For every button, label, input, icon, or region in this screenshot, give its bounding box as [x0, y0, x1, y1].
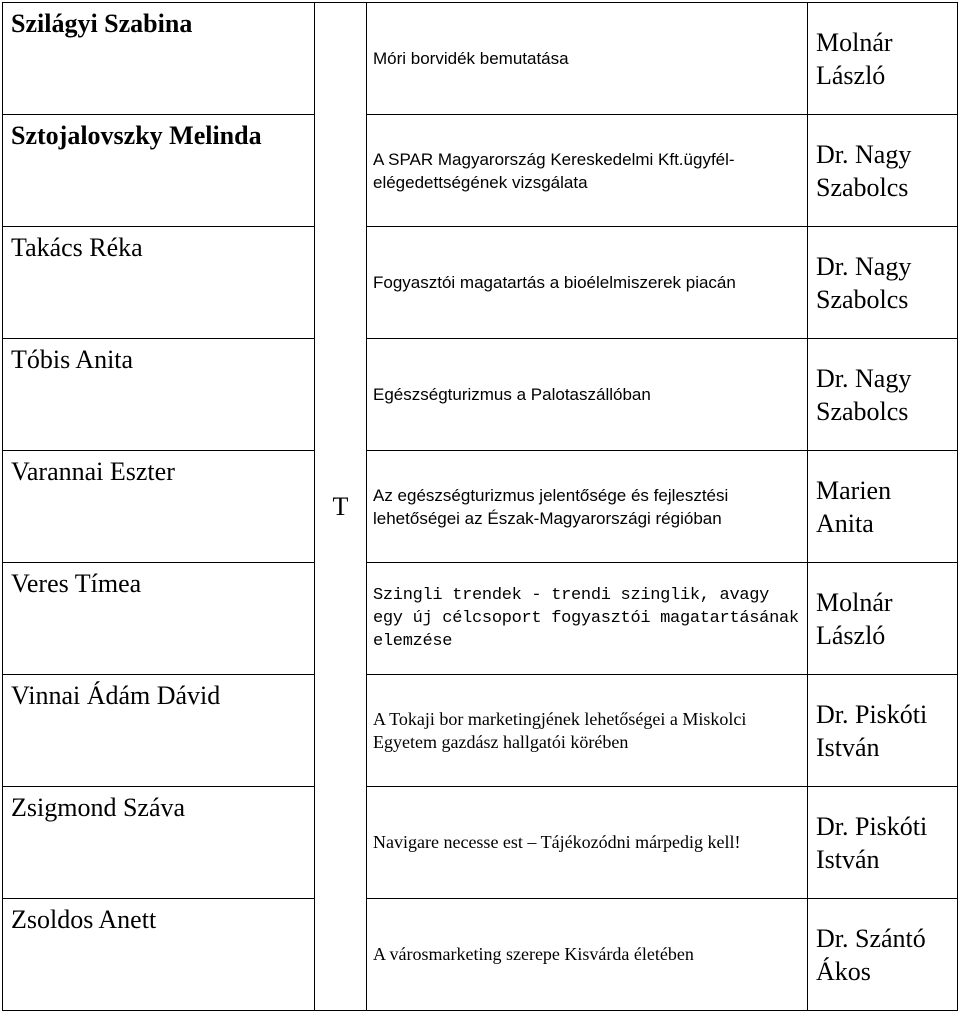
thesis-title: A SPAR Magyarország Kereskedelmi Kft.ügyfél-elégedettségének vizsgálata — [367, 115, 808, 227]
thesis-title: Móri borvidék bemutatása — [367, 3, 808, 115]
thesis-title: Fogyasztói magatartás a bioélelmiszerek piacán — [367, 227, 808, 339]
supervisor-name: Marien Anita — [808, 451, 958, 563]
student-name: Varannai Eszter — [3, 451, 315, 563]
table-row — [3, 563, 958, 675]
student-name: Takács Réka — [3, 227, 315, 339]
student-name: Sztojalovszky Melinda — [3, 115, 315, 227]
table-row — [3, 899, 958, 1011]
thesis-title: Navigare necesse est – Tájékozódni márpedig kell! — [367, 787, 808, 899]
supervisor-name: Dr. Piskóti István — [808, 675, 958, 787]
supervisor-name: Dr. Piskóti István — [808, 787, 958, 899]
supervisor-name: Dr. Nagy Szabolcs — [808, 227, 958, 339]
thesis-title: Szingli trendek - trendi szinglik, avagy egy új célcsoport fogyasztói magatartásának elemzése — [367, 563, 808, 675]
table-row — [3, 451, 958, 563]
supervisor-name: Dr. Nagy Szabolcs — [808, 115, 958, 227]
student-name: Zsigmond Száva — [3, 787, 315, 899]
student-name: Zsoldos Anett — [3, 899, 315, 1011]
supervisor-name: Dr. Nagy Szabolcs — [808, 339, 958, 451]
table-row — [3, 115, 958, 227]
thesis-title: Egészségturizmus a Palotaszállóban — [367, 339, 808, 451]
supervisor-name: Molnár László — [808, 563, 958, 675]
student-name: Veres Tímea — [3, 563, 315, 675]
thesis-table — [2, 2, 958, 1011]
table-row — [3, 3, 958, 115]
table-row — [3, 339, 958, 451]
thesis-title: A Tokaji bor marketingjének lehetőségei a Miskolci Egyetem gazdász hallgatói körében — [367, 675, 808, 787]
student-name: Szilágyi Szabina — [3, 3, 315, 115]
thesis-title: Az egészségturizmus jelentősége és fejlesztési lehetőségei az Észak-Magyarországi régióban — [367, 451, 808, 563]
table-row — [3, 675, 958, 787]
student-name: Vinnai Ádám Dávid — [3, 675, 315, 787]
table-row — [3, 787, 958, 899]
table-row — [3, 227, 958, 339]
supervisor-name: Dr. Szántó Ákos — [808, 899, 958, 1011]
supervisor-name: Molnár László — [808, 3, 958, 115]
student-name: Tóbis Anita — [3, 339, 315, 451]
thesis-title: A városmarketing szerepe Kisvárda életében — [367, 899, 808, 1011]
code-cell: T — [315, 3, 367, 1011]
